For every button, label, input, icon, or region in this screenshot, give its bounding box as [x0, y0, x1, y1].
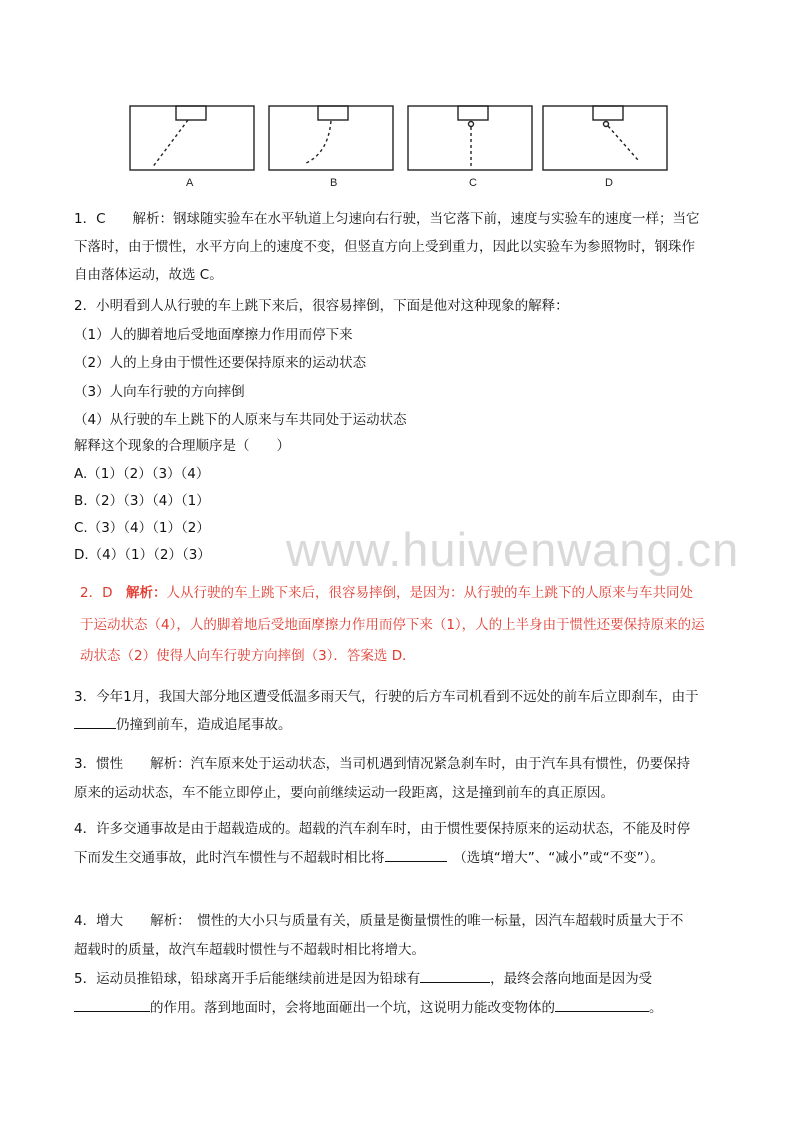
figure-label-d: D: [605, 177, 613, 189]
q2-stem: 2．小明看到人从行驶的车上跳下来后，很容易摔倒，下面是他对这种现象的解释：: [74, 298, 569, 314]
figure-label-a: A: [186, 177, 194, 189]
q2-option-d: D.（4）（1）（2）（3）: [74, 547, 211, 563]
q4-answer-line-1: 4．增大 解析： 惯性的大小只与质量有关，质量是衡量惯性的唯一标量，因汽车超载时质量大于不: [74, 913, 684, 929]
ball-c: [469, 122, 474, 127]
q5-line-1: [74, 970, 652, 988]
diagram-a: [130, 106, 254, 170]
q2-answer-num: 2．D: [80, 585, 113, 601]
q2-answer-line-2: 于运动状态（4），人的脚着地后受地面摩擦力作用而停下来（1），人的上半身由于惯性还要保持原来的运: [80, 617, 705, 633]
diagram-d: [543, 106, 667, 170]
q2-item-1: （1）人的脚着地后受地面摩擦力作用而停下来: [74, 327, 353, 343]
diagram-c: [408, 106, 532, 170]
drop-path-d: [608, 126, 638, 160]
q2-option-a: A.（1）（2）（3）（4）: [74, 466, 210, 482]
car-box-b: [269, 106, 393, 170]
car-box-c: [408, 106, 532, 170]
hanger-b: [318, 106, 348, 120]
q2-item-4: （4）从行驶的车上跳下的人原来与车共同处于运动状态: [74, 412, 407, 428]
q4-line-1: 4．许多交通事故是由于超载造成的。超载的汽车刹车时，由于惯性要保持原来的运动状态，不能及时停: [74, 821, 691, 837]
q2-item-3: （3）人向车行驶的方向摔倒: [74, 384, 245, 400]
q4-answer-line-2: 超载时的质量，故汽车超载时惯性与不超载时相比将增大。: [74, 942, 425, 958]
q4-blank[interactable]: [385, 849, 447, 862]
q5-line-1-before: 5．运动员推铅球，铅球离开手后能继续前进是因为铅球有: [74, 971, 421, 987]
diagram-b: [269, 106, 393, 170]
q3-line-2: [74, 716, 292, 734]
q3-answer-line-1: 3．惯性 解析：汽车原来处于运动状态，当司机遇到情况紧急刹车时，由于汽车具有惯性，仍要保持: [74, 756, 691, 772]
hanger-c: [458, 106, 488, 120]
q5-line-2: [74, 999, 663, 1017]
q2-prompt: 解释这个现象的合理顺序是（ ）: [74, 438, 290, 454]
hanger-d: [593, 106, 623, 120]
figure-label-c: C: [469, 177, 477, 189]
q4-line-2-before: 下而发生交通事故，此时汽车惯性与不超载时相比将: [74, 850, 385, 866]
q3-line-2-text: 仍撞到前车，造成追尾事故。: [116, 717, 292, 733]
q5-blank-3[interactable]: [555, 999, 649, 1012]
q1-answer-line-2: 下落时，由于惯性，水平方向上的速度不变，但竖直方向上受到重力，因此以实验车为参照物时，钢珠作: [74, 239, 695, 255]
q4-line-2: [74, 849, 664, 867]
drop-path-a: [152, 120, 188, 168]
q2-answer-line-1: [80, 584, 693, 602]
q5-blank-2[interactable]: [74, 999, 150, 1012]
q3-answer-line-2: 原来的运动状态，车不能立即停止，要向前继续运动一段距离，这是撞到前车的真正原因。: [74, 785, 614, 801]
ball-d: [604, 122, 609, 127]
figure-label-b: B: [330, 177, 338, 189]
hanger-a: [176, 106, 206, 120]
q5-line-2-mid: 的作用。落到地面时，会将地面砸出一个坑，这说明力能改变物体的: [150, 1000, 555, 1016]
drop-path-b: [304, 121, 331, 164]
q1-answer-line-3: 自由落体运动，故选 C。: [74, 267, 223, 283]
q4-line-2-after: （选填“增大”、“减小”或“不变”）。: [460, 850, 664, 866]
q5-line-1-after: ，最终会落向地面是因为受: [490, 971, 653, 987]
q3-blank[interactable]: [74, 716, 116, 729]
q2-option-c: C.（3）（4）（1）（2）: [74, 520, 210, 536]
pendulum-diagram-figure: [128, 104, 668, 194]
q2-answer-text-1: 人从行驶的车上跳下来后，很容易摔倒，是因为：从行驶的车上跳下的人原来与车共同处: [166, 585, 693, 601]
watermark: www.huiwenwang.cn: [286, 523, 740, 576]
q2-item-2: （2）人的上身由于惯性还要保持原来的运动状态: [74, 355, 367, 371]
q5-line-2-end: 。: [649, 1000, 663, 1016]
car-box-a: [130, 106, 254, 170]
car-box-d: [543, 106, 667, 170]
q5-blank-1[interactable]: [420, 970, 490, 983]
q2-answer-line-3: 动状态（2）使得人向车行驶方向摔倒（3）．答案选 D．: [80, 648, 416, 664]
q3-line-1: 3．今年1月，我国大部分地区遭受低温多雨天气，行驶的后方车司机看到不远处的前车后立即刹车，由于: [74, 689, 699, 705]
q1-answer-line-1: 1．C 解析：钢球随实验车在水平轨道上匀速向右行驶，当它落下前，速度与实验车的速度一样；当它: [74, 211, 700, 227]
q2-answer-label: 解析：: [125, 585, 167, 601]
q2-option-b: B.（2）（3）（4）（1）: [74, 493, 210, 509]
